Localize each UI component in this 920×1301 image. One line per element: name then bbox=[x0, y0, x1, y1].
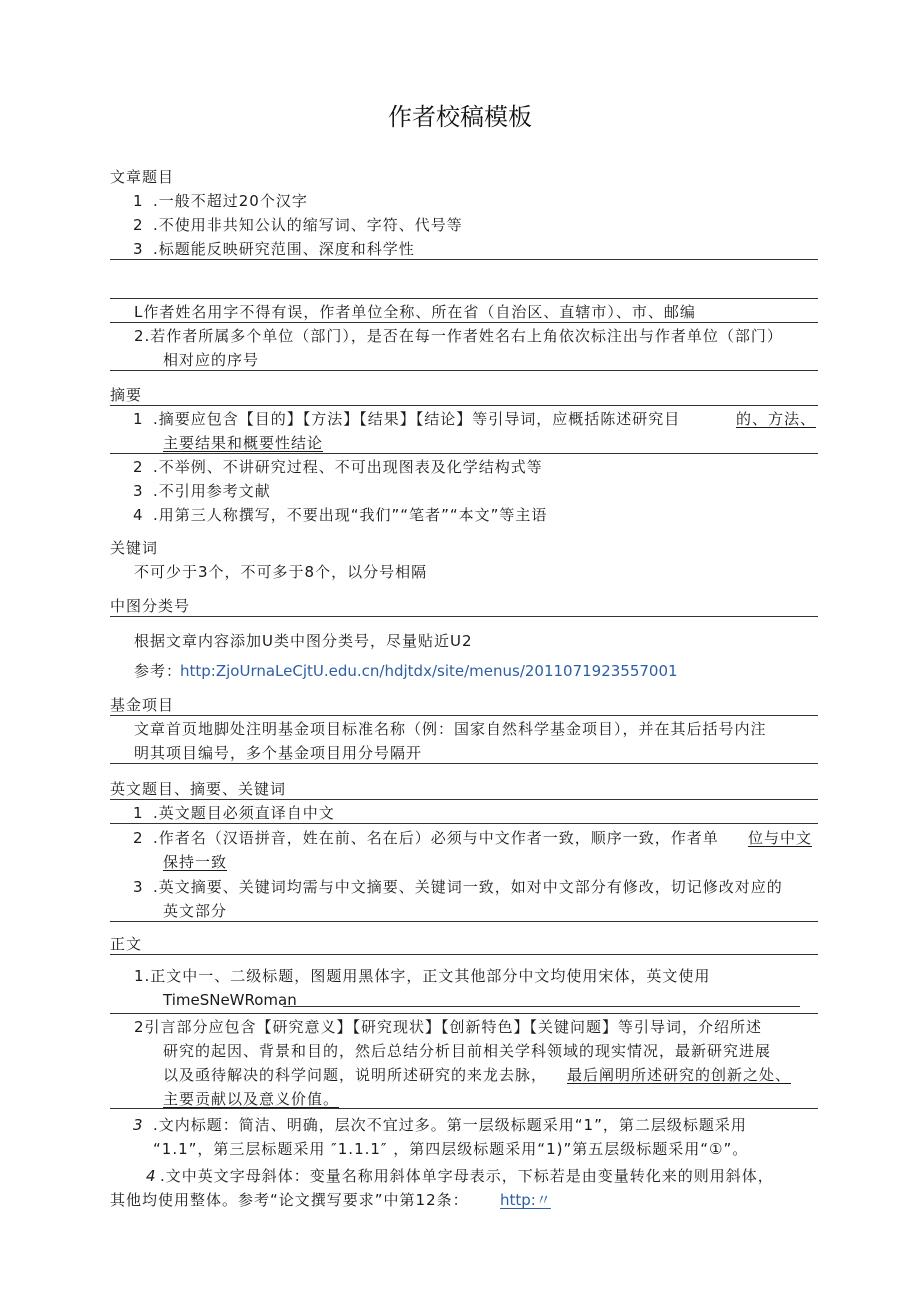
section-heading-english: 英文题目、摘要、关键词 bbox=[110, 780, 287, 798]
reference-label: 参考： bbox=[134, 662, 183, 680]
list-item: .一般不超过20个汉字 bbox=[153, 192, 308, 210]
section-heading-fund: 基金项目 bbox=[110, 696, 175, 714]
body-item-3-cont: “1.1”，第三层标题采用 ″1.1.1″ ，第四层级标题采用“1)”第五层级标题采用“①”。 bbox=[153, 1140, 749, 1158]
list-item: .标题能反映研究范围、深度和科学性 bbox=[153, 240, 415, 258]
underlined-text: 主要结果和概要性结论 bbox=[163, 434, 324, 452]
section-heading-title: 文章题目 bbox=[110, 168, 175, 186]
list-number: 3 bbox=[133, 1116, 143, 1134]
divider bbox=[110, 715, 818, 716]
body-item-2-cont: 研究的起因、背景和目的，然后总结分析目前相关学科领域的现实情况，最新研究进展 bbox=[163, 1042, 772, 1060]
divider bbox=[110, 763, 818, 764]
divider bbox=[110, 799, 818, 800]
list-item: .作者名（汉语拼音，姓在前、名在后）必须与中文作者一致，顺序一致，作者单 bbox=[153, 829, 719, 847]
list-number: 2 bbox=[133, 829, 143, 847]
divider bbox=[110, 322, 818, 323]
list-number: 3 bbox=[133, 482, 143, 500]
underlined-text: 最后阐明所述研究的创新之处、 bbox=[567, 1066, 792, 1084]
list-item: .用第三人称撰写，不要出现“我们”“笔者”“本文”等主语 bbox=[153, 506, 548, 524]
section-heading-keywords: 关键词 bbox=[110, 539, 159, 557]
list-item: .英文摘要、关键词均需与中文摘要、关键词一致，如对中文部分有修改，切记修改对应的 bbox=[153, 878, 783, 896]
reference-link[interactable]: http:ZjoUrnaLeCjtU.edu.cn/hdjtdx/site/menus/2011071923557001 bbox=[180, 662, 678, 680]
underlined-text: 主要贡献以及意义价值。 bbox=[163, 1090, 340, 1108]
page-title: 作者校稿模板 bbox=[388, 103, 532, 131]
list-item: .摘要应包含【目的】【方法】【结果】【结论】等引导词，应概括陈述研究目 bbox=[153, 410, 681, 428]
list-number: 1 bbox=[133, 804, 143, 822]
underlined-text: 位与中文 bbox=[748, 829, 813, 847]
divider bbox=[110, 370, 818, 371]
divider bbox=[110, 1013, 818, 1014]
section-heading-abstract: 摘要 bbox=[110, 386, 143, 404]
fund-text: 文章首页地脚处注明基金项目标准名称（例：国家自然科学基金项目），并在其后括号内注 bbox=[134, 720, 767, 738]
list-number: 1 bbox=[133, 410, 143, 428]
list-number: 3 bbox=[133, 240, 143, 258]
list-item: .不使用非共知公认的缩写词、字符、代号等 bbox=[153, 216, 463, 234]
author-item-2: 2.若作者所属多个单位（部门），是否在每一作者姓名右上角依次标注出与作者单位（部门） bbox=[134, 327, 783, 345]
divider bbox=[110, 921, 818, 922]
underlined-text: 保持一致 bbox=[163, 853, 228, 871]
body-item-2: 2引言部分应包含【研究意义】【研究现状】【创新特色】【关键问题】等引导词，介绍所述 bbox=[134, 1018, 763, 1036]
list-number: 1 bbox=[133, 192, 143, 210]
author-item-2-cont: 相对应的序号 bbox=[163, 351, 260, 369]
list-item: .不举例、不讲研究过程、不可出现图表及化学结构式等 bbox=[153, 458, 543, 476]
underlined-text: 的、方法、 bbox=[736, 410, 817, 428]
list-number: 4 bbox=[146, 1167, 156, 1185]
list-number: 2 bbox=[133, 458, 143, 476]
font-name-text: TimeSNeWRoman bbox=[163, 991, 297, 1009]
fund-text-cont: 明其项目编号，多个基金项目用分号隔开 bbox=[134, 744, 423, 762]
underline-fill bbox=[283, 1006, 800, 1007]
section-heading-body: 正文 bbox=[110, 935, 143, 953]
list-number: 2 bbox=[133, 216, 143, 234]
divider bbox=[110, 298, 818, 299]
divider bbox=[110, 1108, 818, 1109]
reference-link[interactable]: http:〃 bbox=[500, 1191, 551, 1209]
section-heading-clc: 中图分类号 bbox=[110, 597, 191, 615]
divider bbox=[110, 954, 818, 955]
list-number: 4 bbox=[133, 506, 143, 524]
divider bbox=[110, 259, 818, 260]
list-item-cont: 英文部分 bbox=[163, 902, 228, 920]
body-item-4: .文中英文字母斜体：变量名称用斜体单字母表示，下标若是由变量转化来的则用斜体， bbox=[160, 1167, 774, 1185]
divider bbox=[110, 823, 818, 824]
list-item: .不引用参考文献 bbox=[153, 482, 271, 500]
divider bbox=[110, 616, 818, 617]
body-item-1: 1.正文中一、二级标题，图题用黑体字，正文其他部分中文均使用宋体，英文使用 bbox=[134, 967, 711, 985]
clc-text: 根据文章内容添加U类中图分类号，尽量贴近U2 bbox=[134, 632, 473, 650]
body-item-2-cont: 以及亟待解决的科学问题，说明所述研究的来龙去脉， bbox=[163, 1066, 548, 1084]
author-item-1: L作者姓名用字不得有误，作者单位全称、所在省（自治区、直辖市）、市、邮编 bbox=[134, 303, 696, 321]
list-item: .英文题目必须直译自中文 bbox=[153, 804, 335, 822]
divider bbox=[110, 453, 818, 454]
body-item-4-cont: 其他均使用整体。参考“论文撰写要求”中第12条： bbox=[110, 1191, 469, 1209]
keywords-text: 不可少于3个，不可多于8个，以分号相隔 bbox=[134, 563, 428, 581]
divider bbox=[110, 405, 818, 406]
body-item-3: .文内标题：简洁、明确，层次不宜过多。第一层级标题采用“1”，第二层级标题采用 bbox=[153, 1116, 747, 1134]
list-number: 3 bbox=[133, 878, 143, 896]
